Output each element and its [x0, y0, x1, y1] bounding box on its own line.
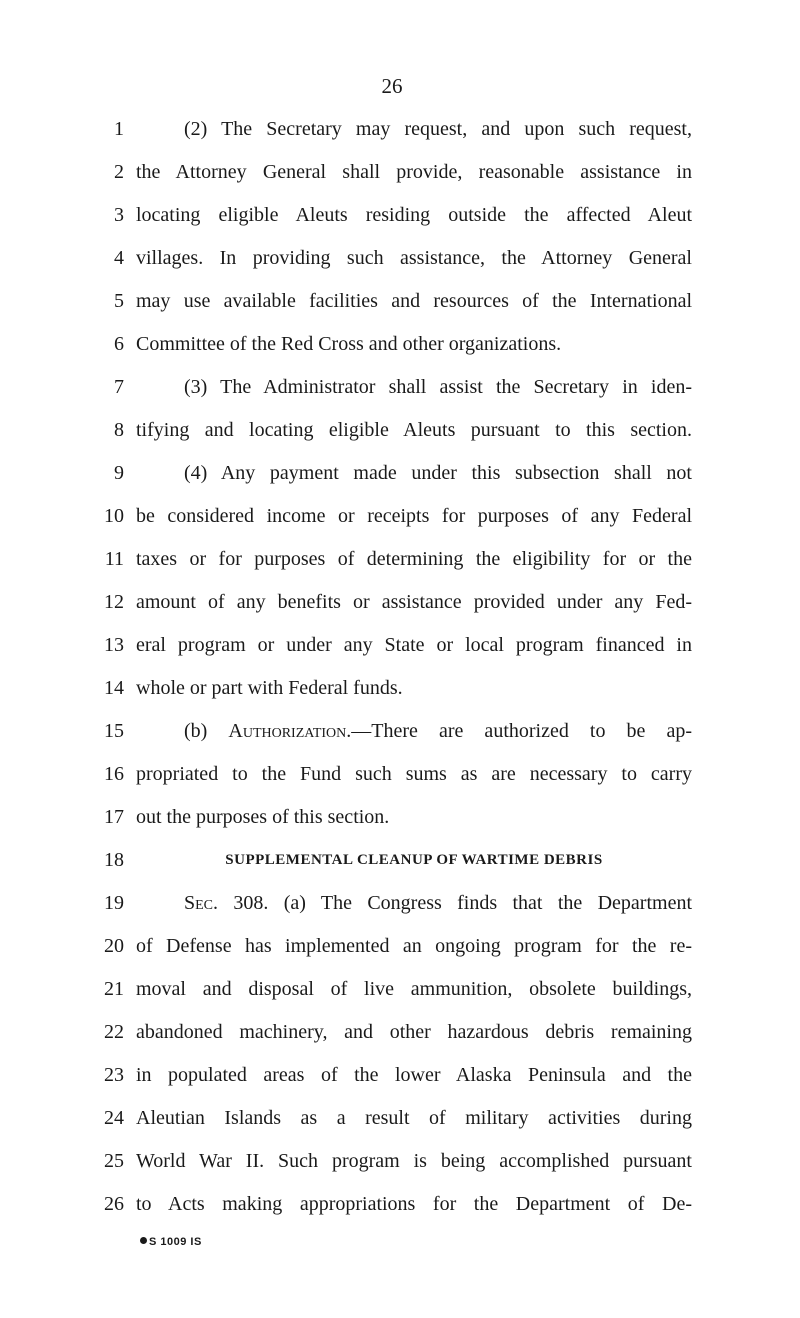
text-line: [0, 1054, 800, 1097]
line-number: 13: [104, 634, 124, 656]
text-line: [0, 753, 800, 796]
text-line: [0, 796, 800, 839]
text-line: [0, 1140, 800, 1183]
line-number: 9: [114, 462, 124, 484]
line-number: 5: [114, 290, 124, 312]
line-text: may use available facilities and resources of the International: [136, 290, 692, 312]
line-text: (3) The Administrator shall assist the Secretary in iden-: [184, 376, 692, 398]
subsection-marker: (b): [184, 720, 229, 742]
line-number: 6: [114, 333, 124, 355]
line-text: be considered income or receipts for purposes of any Federal: [136, 505, 692, 527]
line-text: tifying and locating eligible Aleuts pursuant to this section.: [136, 419, 692, 441]
section-heading: SUPPLEMENTAL CLEANUP OF WARTIME DEBRIS: [225, 852, 603, 868]
text-line: [0, 237, 800, 280]
line-number: 22: [104, 1021, 124, 1043]
bullet-icon: [140, 1237, 147, 1244]
page-number: 26: [381, 74, 403, 98]
line-number: 2: [114, 161, 124, 183]
line-number: 15: [104, 720, 124, 742]
line-number: 16: [104, 763, 124, 785]
text-line: [0, 968, 800, 1011]
line-text: whole or part with Federal funds.: [136, 677, 403, 699]
line-text: taxes or for purposes of determining the eligibility for or the: [136, 548, 692, 570]
line-number: 10: [104, 505, 124, 527]
section-label: Sec: [184, 892, 214, 914]
text-line: [0, 624, 800, 667]
line-number: 25: [104, 1150, 124, 1172]
line-text: Committee of the Red Cross and other organizations.: [136, 333, 562, 355]
text-line: [0, 839, 800, 882]
line-number: 7: [114, 376, 124, 398]
line-text: (2) The Secretary may request, and upon such request,: [184, 118, 692, 140]
line-text: the Attorney General shall provide, reasonable assistance in: [136, 161, 692, 183]
line-number: 26: [104, 1193, 124, 1215]
line-text: amount of any benefits or assistance provided under any Fed-: [136, 591, 692, 613]
text-line: [0, 409, 800, 452]
line-text: eral program or under any State or local program financed in: [136, 634, 692, 656]
line-number: 23: [104, 1064, 124, 1086]
subsection-heading: Authorization: [228, 720, 347, 742]
line-text: locating eligible Aleuts residing outside the affected Aleut: [136, 204, 692, 226]
line-number: 18: [104, 849, 124, 871]
line-number: 17: [104, 806, 124, 828]
text-line: [0, 925, 800, 968]
text-line: [0, 366, 800, 409]
line-text-rest: .—There are authorized to be ap-: [346, 720, 692, 742]
bill-identifier-footer: [140, 1236, 202, 1248]
text-line: [0, 882, 800, 925]
text-line: [0, 1097, 800, 1140]
line-text: out the purposes of this section.: [136, 806, 390, 828]
line-number: 8: [114, 419, 124, 441]
text-line: [0, 151, 800, 194]
line-number: 4: [114, 247, 124, 269]
line-number: 20: [104, 935, 124, 957]
line-number: 21: [104, 978, 124, 1000]
line-number: 3: [114, 204, 124, 226]
line-text: of Defense has implemented an ongoing program for the re-: [136, 935, 692, 957]
line-number: 19: [104, 892, 124, 914]
text-line: [0, 710, 800, 753]
line-text: propriated to the Fund such sums as are necessary to carry: [136, 763, 692, 785]
line-text: Aleutian Islands as a result of military activities during: [136, 1107, 692, 1129]
text-line: [0, 495, 800, 538]
line-number: 12: [104, 591, 124, 613]
text-line: [0, 280, 800, 323]
text-line: [0, 1011, 800, 1054]
line-text: abandoned machinery, and other hazardous debris remaining: [136, 1021, 692, 1043]
text-line: [0, 194, 800, 237]
text-line: [0, 581, 800, 624]
line-text: [184, 882, 692, 925]
line-text: (4) Any payment made under this subsection shall not: [184, 462, 692, 484]
line-number: 1: [114, 118, 124, 140]
line-number: 14: [104, 677, 124, 699]
line-text: to Acts making appropriations for the Department of De-: [136, 1193, 692, 1215]
text-line: [0, 538, 800, 581]
line-number: 24: [104, 1107, 124, 1129]
bill-identifier: S 1009 IS: [149, 1236, 202, 1248]
line-text: [184, 710, 692, 753]
line-text: moval and disposal of live ammunition, obsolete buildings,: [136, 978, 692, 1000]
text-line: [0, 1183, 800, 1226]
line-number: 11: [104, 548, 124, 570]
text-line: [0, 667, 800, 710]
line-text: in populated areas of the lower Alaska Peninsula and the: [136, 1064, 692, 1086]
line-text: villages. In providing such assistance, the Attorney General: [136, 247, 692, 269]
line-text: World War II. Such program is being accomplished pursuant: [136, 1150, 692, 1172]
text-line: [0, 108, 800, 151]
text-line: [0, 323, 800, 366]
line-text-rest: . 308. (a) The Congress finds that the Department: [213, 892, 692, 914]
text-line: [0, 452, 800, 495]
